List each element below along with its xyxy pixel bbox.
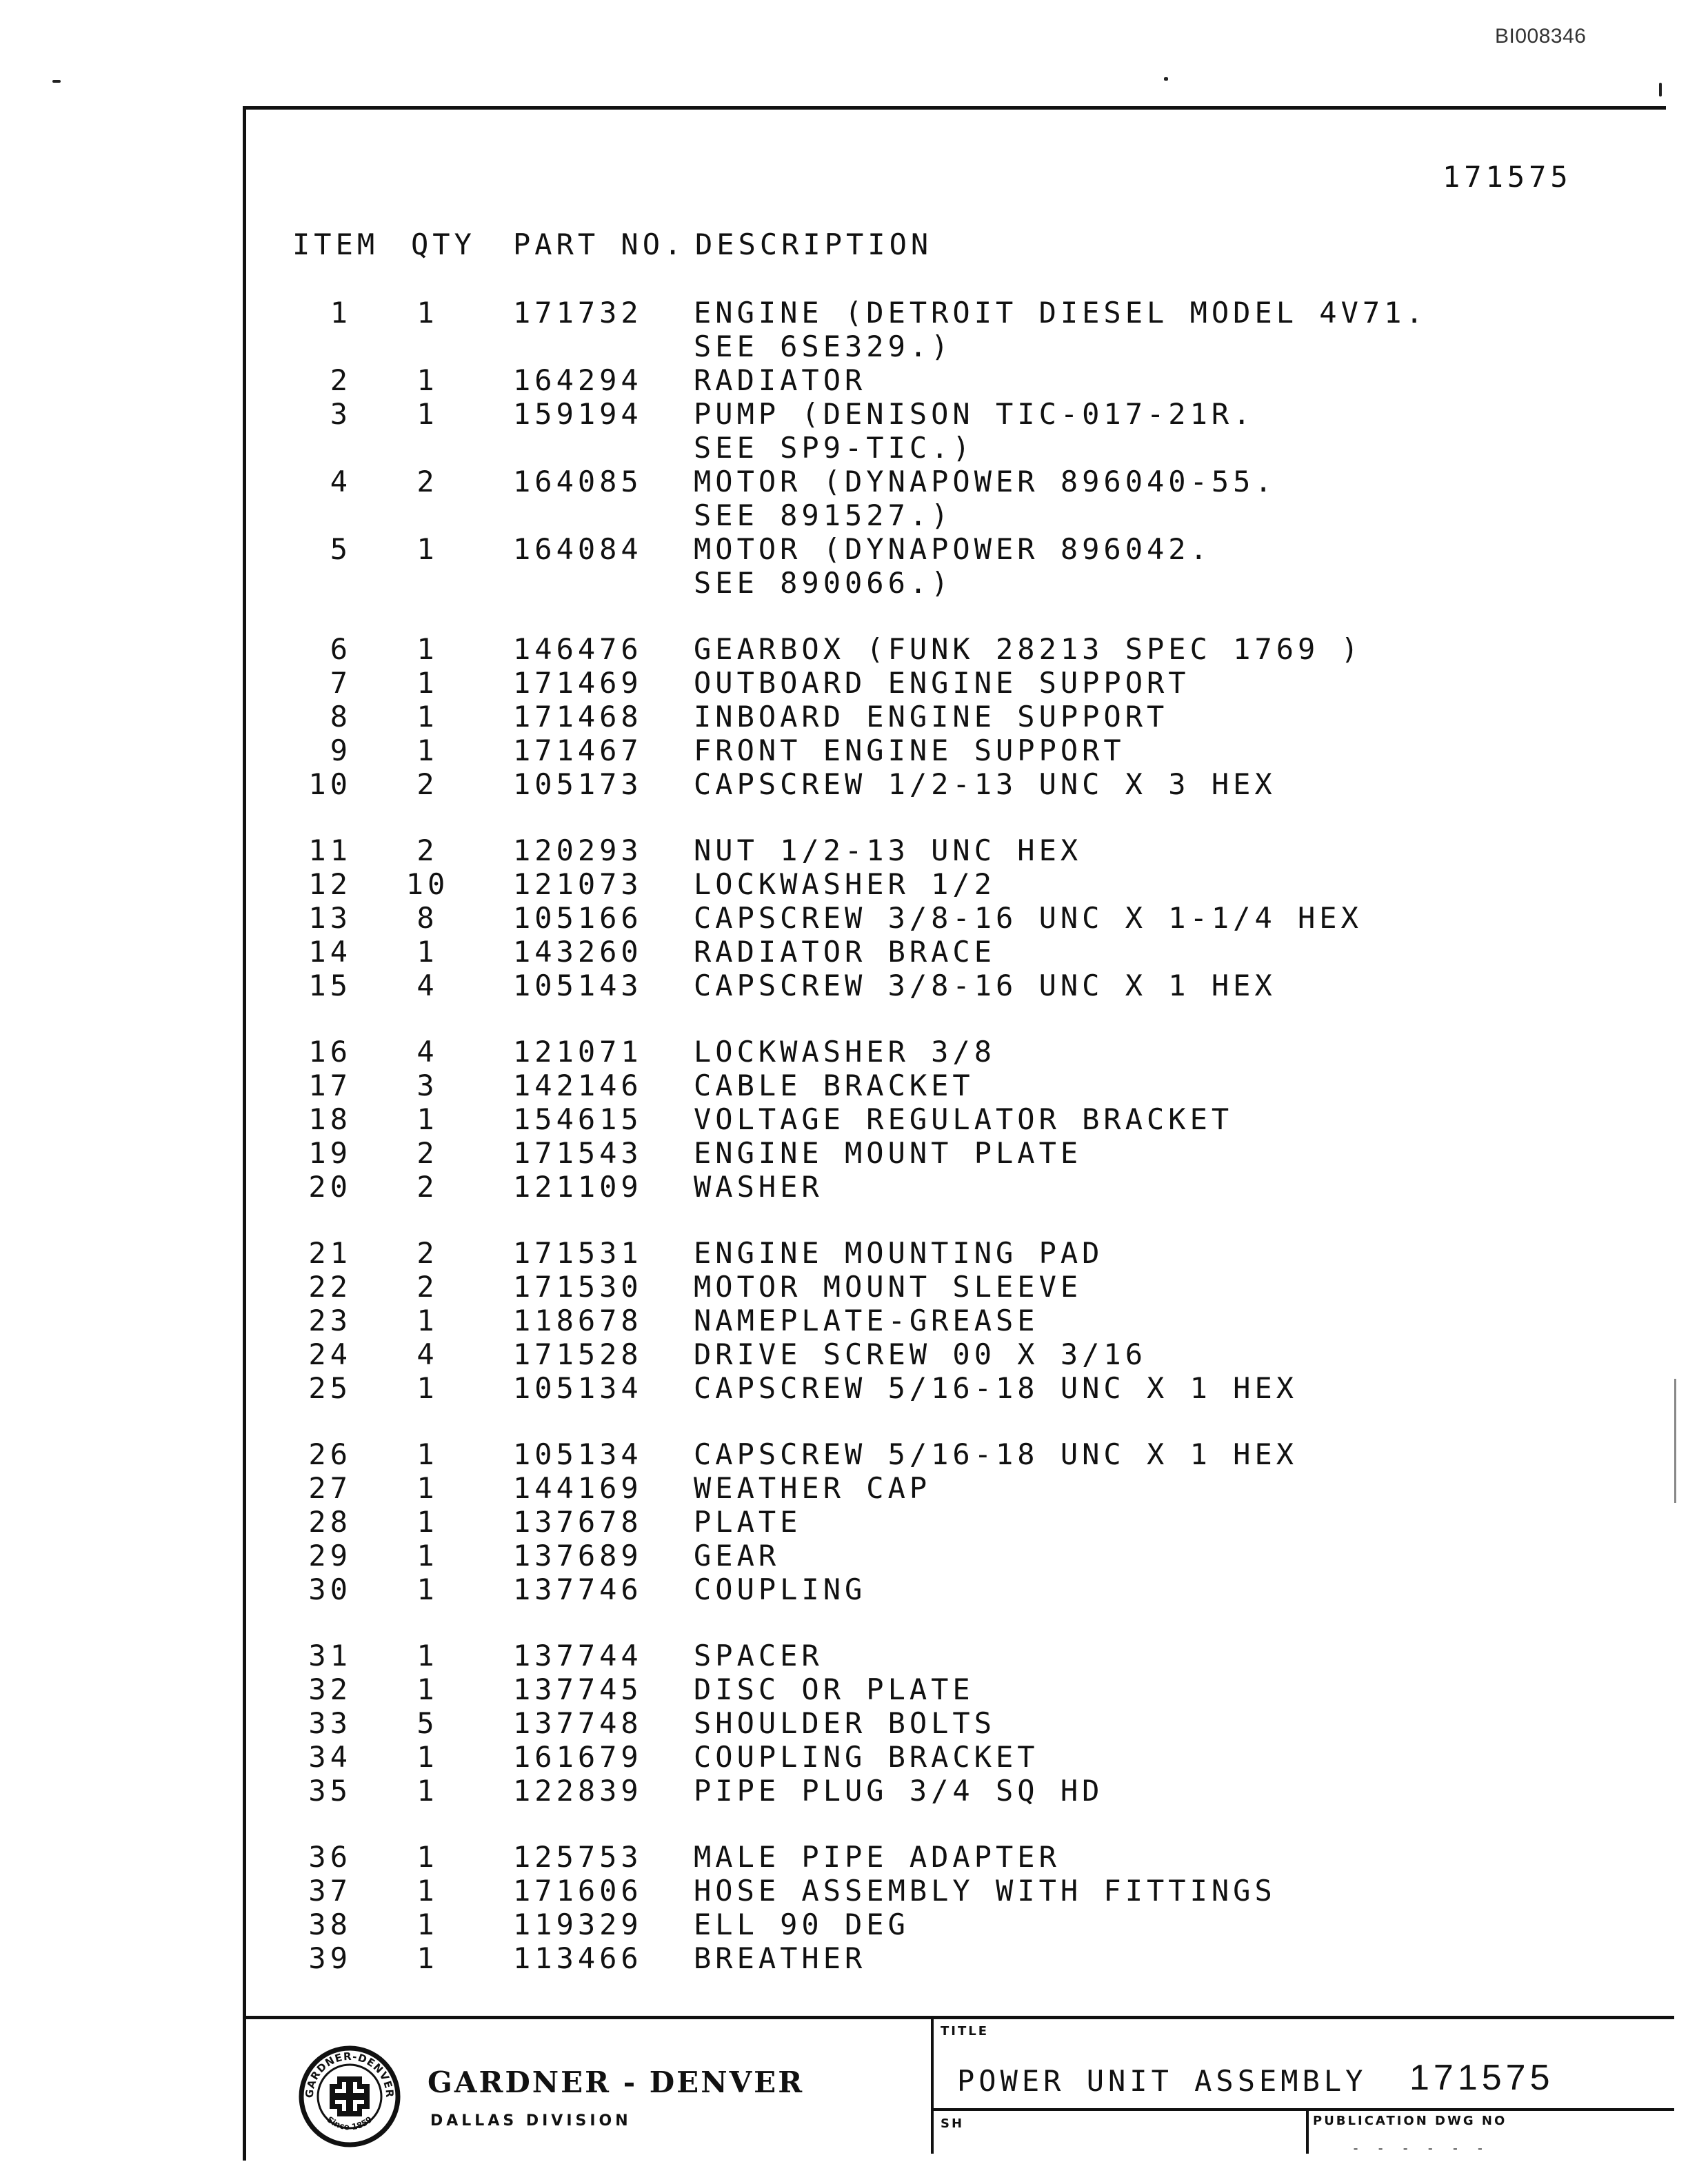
item-description: DRIVE SCREW 00 X 3/16 [694,1337,1147,1371]
item-qty: 4 [416,969,439,1002]
item-description: WASHER [694,1170,823,1204]
item-qty: 4 [416,1337,439,1371]
item-description: COUPLING BRACKET [694,1740,1039,1774]
item-part-number: 171530 [513,1270,643,1304]
item-qty: 1 [416,1740,439,1774]
item-description: WEATHER CAP [694,1471,932,1505]
item-number: 10 [308,767,352,801]
item-number: 28 [308,1505,352,1539]
item-description: DISC OR PLATE [694,1672,974,1706]
item-description: ENGINE (DETROIT DIESEL MODEL 4V71. [694,296,1427,330]
item-qty: 1 [416,363,439,397]
item-description: SHOULDER BOLTS [694,1706,996,1740]
item-number: 25 [308,1371,352,1405]
item-part-number: 137744 [513,1639,643,1672]
item-part-number: 105134 [513,1371,643,1405]
item-description: RADIATOR BRACE [694,935,996,969]
item-qty: 1 [416,1672,439,1706]
item-part-number: 137689 [513,1539,643,1573]
item-qty: 1 [416,632,439,666]
item-part-number: 113466 [513,1941,643,1975]
item-qty: 1 [416,1471,439,1505]
title-block-divider [931,2108,1674,2111]
item-part-number: 137678 [513,1505,643,1539]
item-number: 35 [308,1774,352,1808]
item-part-number: 154615 [513,1102,643,1136]
item-description: NAMEPLATE-GREASE [694,1304,1039,1337]
item-description: CAPSCREW 5/16-18 UNC X 1 HEX [694,1371,1298,1405]
item-description: MOTOR (DYNAPOWER 896040-55. [694,465,1276,498]
item-part-number: 144169 [513,1471,643,1505]
publication-dwg-label: PUBLICATION DWG NO [1313,2114,1507,2128]
item-description: SEE SP9-TIC.) [694,431,974,465]
item-qty: 1 [416,1102,439,1136]
title-block-border [243,2016,1674,2019]
item-qty: 1 [416,532,439,566]
item-description: CAPSCREW 5/16-18 UNC X 1 HEX [694,1437,1298,1471]
item-description: RADIATOR [694,363,867,397]
item-part-number: 171543 [513,1136,643,1170]
item-qty: 8 [416,901,439,935]
item-qty: 1 [416,700,439,734]
item-part-number: 137748 [513,1706,643,1740]
item-qty: 1 [416,1573,439,1606]
item-description: OUTBOARD ENGINE SUPPORT [694,666,1190,700]
item-part-number: 118678 [513,1304,643,1337]
item-number: 7 [330,666,352,700]
item-qty: 1 [416,1639,439,1672]
item-number: 30 [308,1573,352,1606]
item-part-number: 137745 [513,1672,643,1706]
item-description: GEARBOX (FUNK 28213 SPEC 1769 ) [694,632,1363,666]
item-part-number: 164084 [513,532,643,566]
item-part-number: 171606 [513,1874,643,1908]
item-qty: 1 [416,1941,439,1975]
item-number: 39 [308,1941,352,1975]
company-name: GARDNER - DENVER [428,2065,805,2099]
item-number: 19 [308,1136,352,1170]
item-part-number: 171467 [513,734,643,767]
company-division: DALLAS DIVISION [430,2112,632,2130]
item-part-number: 171531 [513,1236,643,1270]
item-description: ENGINE MOUNTING PAD [694,1236,1104,1270]
item-number: 9 [330,734,352,767]
item-description: LOCKWASHER 3/8 [694,1035,996,1069]
item-description: CAPSCREW 1/2-13 UNC X 3 HEX [694,767,1276,801]
item-description: NUT 1/2-13 UNC HEX [694,833,1083,867]
item-number: 11 [308,833,352,867]
item-part-number: 161679 [513,1740,643,1774]
item-qty: 2 [416,833,439,867]
item-description: MOTOR (DYNAPOWER 896042. [694,532,1212,566]
item-number: 1 [330,296,352,330]
item-number: 36 [308,1840,352,1874]
item-description: LOCKWASHER 1/2 [694,867,996,901]
item-number: 37 [308,1874,352,1908]
item-description: FRONT ENGINE SUPPORT [694,734,1125,767]
column-header-qty: QTY [411,228,476,261]
item-qty: 1 [416,666,439,700]
item-qty: 5 [416,1706,439,1740]
gardner-denver-logo [298,2045,401,2148]
item-number: 16 [308,1035,352,1069]
item-part-number: 120293 [513,833,643,867]
item-part-number: 137746 [513,1573,643,1606]
item-qty: 2 [416,1270,439,1304]
item-qty: 2 [416,465,439,498]
item-qty: 1 [416,1371,439,1405]
item-part-number: 164294 [513,363,643,397]
item-qty: 1 [416,397,439,431]
item-description: SPACER [694,1639,823,1672]
item-part-number: 159194 [513,397,643,431]
item-qty: 1 [416,1840,439,1874]
item-part-number: 121109 [513,1170,643,1204]
item-description: SEE 6SE329.) [694,330,953,363]
item-description: CAPSCREW 3/8-16 UNC X 1-1/4 HEX [694,901,1363,935]
document-id: BI008346 [1495,25,1587,48]
sheet-label: SH [941,2116,965,2131]
item-part-number: 171732 [513,296,643,330]
item-qty: 1 [416,1437,439,1471]
item-qty: 1 [416,1505,439,1539]
item-number: 23 [308,1304,352,1337]
title-drawing-number: 171575 [1409,2058,1554,2098]
item-description: ELL 90 DEG [694,1908,910,1941]
item-part-number: 146476 [513,632,643,666]
item-part-number: 125753 [513,1840,643,1874]
item-number: 24 [308,1337,352,1371]
column-header-description: DESCRIPTION [695,228,933,261]
item-qty: 1 [416,1304,439,1337]
title-label: TITLE [941,2024,989,2039]
drawing-title: POWER UNIT ASSEMBLY [957,2064,1367,2098]
item-description: HOSE ASSEMBLY WITH FITTINGS [694,1874,1276,1908]
item-number: 26 [308,1437,352,1471]
item-qty: 1 [416,1908,439,1941]
item-part-number: 105166 [513,901,643,935]
svg-text:Since 1859 [325,2114,374,2132]
item-qty: 1 [416,1774,439,1808]
item-description: ENGINE MOUNT PLATE [694,1136,1083,1170]
item-number: 4 [330,465,352,498]
item-number: 14 [308,935,352,969]
item-number: 32 [308,1672,352,1706]
item-number: 2 [330,363,352,397]
item-description: SEE 891527.) [694,498,953,532]
item-number: 22 [308,1270,352,1304]
item-description: CABLE BRACKET [694,1069,974,1102]
item-part-number: 121073 [513,867,643,901]
title-block-divider [1306,2108,1309,2154]
item-number: 6 [330,632,352,666]
item-description: PIPE PLUG 3/4 SQ HD [694,1774,1104,1808]
item-part-number: 171469 [513,666,643,700]
logo-ring-text: GARDNER-DENVER [303,2050,396,2099]
item-qty: 4 [416,1035,439,1069]
item-number: 15 [308,969,352,1002]
item-description: INBOARD ENGINE SUPPORT [694,700,1169,734]
item-number: 20 [308,1170,352,1204]
item-qty: 1 [416,296,439,330]
item-part-number: 143260 [513,935,643,969]
item-qty: 3 [416,1069,439,1102]
item-part-number: 119329 [513,1908,643,1941]
item-number: 21 [308,1236,352,1270]
drawing-number: 171575 [1443,160,1572,194]
item-qty: 1 [416,734,439,767]
logo-since-text: Since 1859 [325,2114,374,2132]
item-qty: 10 [405,867,450,901]
item-qty: 2 [416,767,439,801]
item-number: 13 [308,901,352,935]
column-header-part-no: PART NO. [513,228,686,261]
publication-dwg-value: - - - - - - [1352,2140,1489,2156]
item-number: 34 [308,1740,352,1774]
item-part-number: 122839 [513,1774,643,1808]
item-part-number: 121071 [513,1035,643,1069]
item-description: PLATE [694,1505,802,1539]
item-description: GEAR [694,1539,781,1573]
item-qty: 2 [416,1136,439,1170]
item-number: 12 [308,867,352,901]
item-number: 33 [308,1706,352,1740]
title-block-divider [931,2016,934,2154]
item-description: BREATHER [694,1941,867,1975]
item-number: 31 [308,1639,352,1672]
item-description: COUPLING [694,1573,867,1606]
item-qty: 2 [416,1170,439,1204]
item-qty: 2 [416,1236,439,1270]
item-description: PUMP (DENISON TIC-017-21R. [694,397,1255,431]
item-part-number: 105134 [513,1437,643,1471]
item-qty: 1 [416,1874,439,1908]
item-description: MALE PIPE ADAPTER [694,1840,1061,1874]
item-description: SEE 890066.) [694,566,953,600]
item-part-number: 171528 [513,1337,643,1371]
item-qty: 1 [416,935,439,969]
item-description: MOTOR MOUNT SLEEVE [694,1270,1083,1304]
item-part-number: 171468 [513,700,643,734]
item-number: 3 [330,397,352,431]
item-description: CAPSCREW 3/8-16 UNC X 1 HEX [694,969,1276,1002]
item-part-number: 142146 [513,1069,643,1102]
item-number: 38 [308,1908,352,1941]
item-part-number: 105173 [513,767,643,801]
item-qty: 1 [416,1539,439,1573]
item-part-number: 105143 [513,969,643,1002]
item-number: 18 [308,1102,352,1136]
item-number: 29 [308,1539,352,1573]
item-part-number: 164085 [513,465,643,498]
column-header-item: ITEM [292,228,379,261]
item-number: 5 [330,532,352,566]
item-number: 27 [308,1471,352,1505]
item-number: 8 [330,700,352,734]
item-number: 17 [308,1069,352,1102]
item-description: VOLTAGE REGULATOR BRACKET [694,1102,1234,1136]
